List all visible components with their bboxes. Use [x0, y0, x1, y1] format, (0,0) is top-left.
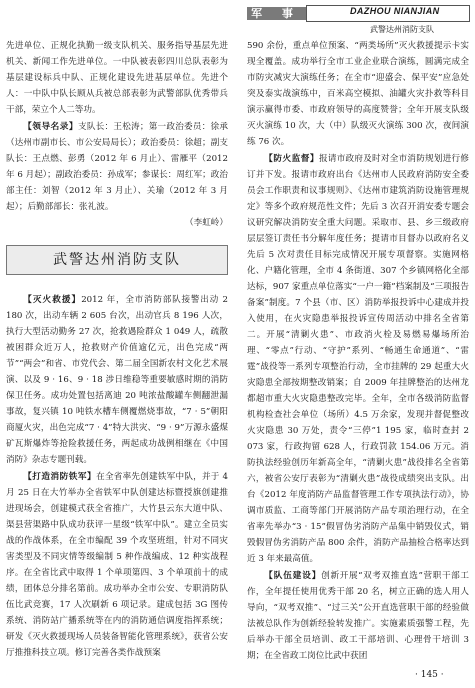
leadership-text: 支队长：王松涛；第一政治委员：徐承（达州市副市长、市公安局局长）；政治委员：徐超；副支队长：王点燃、彭勇（2012 年 6 月止）、雷雁平（2012 年 6 月起）；副政治委员：孙成军；参谋长：周红军；政治部主任：刘智（2012 年 3 月止）、关瑜（2012 年 3 月起）；后勤部部长：张礼波。	[6, 122, 228, 212]
section-tag-fire-rescue: 【灭火救援】	[23, 294, 82, 304]
right-column	[247, 38, 469, 664]
section-tag-team-building: 【队伍建设】	[264, 570, 322, 580]
fire-rescue-text: 2012 年，全市消防部队接警出动 2 180 次，出动车辆 2 605 台次，出动官兵 8 196 人次，执行大型活动勤务 27 次，抢救遇险群众 1 049 人，疏散被困群众近万人，抢救财产价值逾亿元，出色完成“两节”“两会”和省、市党代会、第二届全国新农村文化艺术展演、以及 9 · 16、9 · 18 涉日维稳等重要敏感时期的消防保卫任务。成功处置包括离迪 20 吨浓盐酸罐车侧翻泄漏事故，复兴镇 10 吨铁水槽车侧覆燃烧事故，“7 · 5”朝阳商厦火灾，出色完成“7 · 4”特大洪灾、“9 · 9”万源永盛煤矿瓦斯爆炸等抢险救援任务，两起成功战例相继在《中国消防》杂志专题刊载。	[6, 295, 228, 465]
section-banner: 武警达州消防支队	[6, 245, 228, 275]
team-building-text: 创新开展“双考双推直选”营职干部工作，全年提任使用优秀干部 20 名，树立正确的选人用人导向，“双考双推”、“过三关”公开直选营职干部的经验做法被总队作为创新经验转发推广。实施素质强警工程，先后举办干部全员培训、政工干部培训、心理骨干培训 3 期；在全省政工岗位比武中获团	[247, 571, 469, 661]
iron-army-text: 在全省率先创建铁军中队，并于 4 月 25 日在大竹举办全省铁军中队创建达标暨授旗创建推进现场会，创建模式获全省推广，大竹县云东大道中队、渠县营渠路中队成功获评一星级“铁军中队”。建立全员实战的作战体系，在全市编配 39 个攻坚班组，针对不同灾害类型及不同灾情等级编制 5 种作战编成、12 种实战程序。在全省比武中取得 1 个单项第四、3 个单项前十的成绩，团体总分排名第前。成功举办全市公安、专职消防队伍比武竞赛，17 人次刷新 6 项记录。建成包括 3G 图传系统、消防站广播系统等在内的消防通信调度指挥系统；研发《灭火救援现场人员装备智能化管理系统》，获省公安厅推推科技立项。修订完善各类作战预案	[6, 472, 229, 658]
paragraph-awards: 先进单位、正规化执勤一级支队机关、服务指导基层先进机关、新闻工作先进单位。一中队被表彰四川总队表彰为基层建设标兵中队、正规化建设先进基层单位。先进个人：一中队中队长顾从兵被总部表彰为武警部队优秀带兵干部，荣立个人二等功。	[6, 41, 228, 115]
header-title: DAZHOU NIANJIAN	[350, 6, 440, 16]
section-tag-leadership: 【领导名录】	[23, 121, 79, 131]
header-category: 军 事	[251, 7, 301, 20]
paragraph-team-building	[247, 567, 469, 664]
fire-supervision-text: 报请市政府及时对全市消防规划进行修订并下发。报请市政府出台《达州市人民政府消防安全委员会工作职责和议事规则》、《达州市建筑消防设施管理规定》等多个政府规范性文件；先后 3 次召开消安委专题会议研究解决消防安全重大问题。采取市、县、乡三级政府层层签订责任书分解年度任务；提请市目督办以政府名义先后 5 次对责任目标完成情况开展专项督察。实施网格化、户籍化管理，全市 4 条街道、307 个乡镇网格化全部达标，907 家重点单位落实“一户一籍”档案制及“三项报告备案”制度。7 个县（市、区）消防举报投诉中心建成并投入使用，在火灾隐患举报投诉宣传周活动中排名全省第二。开展“清剿火患”、市政消火栓及易燃易爆场所治理、“零点”行动、“守护”系列、“畅通生命通道”、“雷霆”战役等一系列专项整治行动，全市挂牌的 29 起重大火灾隐患全部按期整改销案；自 2009 年挂牌整治的达州龙都超市重大火灾隐患整改完毕。全年，全市各级消防监督机构检查社会单位（场所）4.5 万余家，发现并督促整改火灾隐患 30 万处，责令“三停”1 195 家，临时查封 2 073 家，行政拘留 628 人，行政罚款 154.06 万元。消防执法经验创历年新高全年，“清剿火患”战役排名全省第六，被省公安厅表彰为“清剿火患”战役成绩突出支队。出台《2012 年度消防产品监督管理工作专项执法行动》，协调市质监、工商等部门开展消防产品专项治理行动，在全省率先举办“3 · 15”假冒伪劣消防产品集中销毁仪式，销毁假冒伪劣消防产品 800 余件，消防产品抽检合格率达到近 3 年来最高值。	[247, 154, 469, 564]
header-subtitle: 武警达州消防支队	[370, 25, 434, 34]
author-signature: （李虹岭）	[185, 218, 228, 228]
section-tag-iron-army: 【打造消防铁军】	[23, 471, 97, 481]
left-column	[6, 38, 228, 661]
paragraph-continued: 590 余份，重点单位预案、“两类场所”灭火救援提示卡实现全覆盖。成功举行全市工业企业联合演练，圆满完成全市防灾减灾大演练任务；在全市“迎盛会、保平安”应急处突及泰实战演练中，百米高空模拟、油罐火灾扑救等科目演示赢得市委、市政府领导的高度赞誉；全年开展支队级灭火演练 10 次，大（中）队级灭火演练 300 次，夜间演练 76 次。	[247, 41, 469, 147]
paragraph-fire-rescue	[6, 291, 228, 468]
page-number: · 145 ·	[415, 670, 444, 680]
section-tag-fire-supervision: 【防火监督】	[264, 153, 320, 163]
paragraph-fire-supervision	[247, 150, 469, 567]
paragraph-leadership	[6, 118, 228, 215]
paragraph-iron-army	[6, 468, 228, 661]
